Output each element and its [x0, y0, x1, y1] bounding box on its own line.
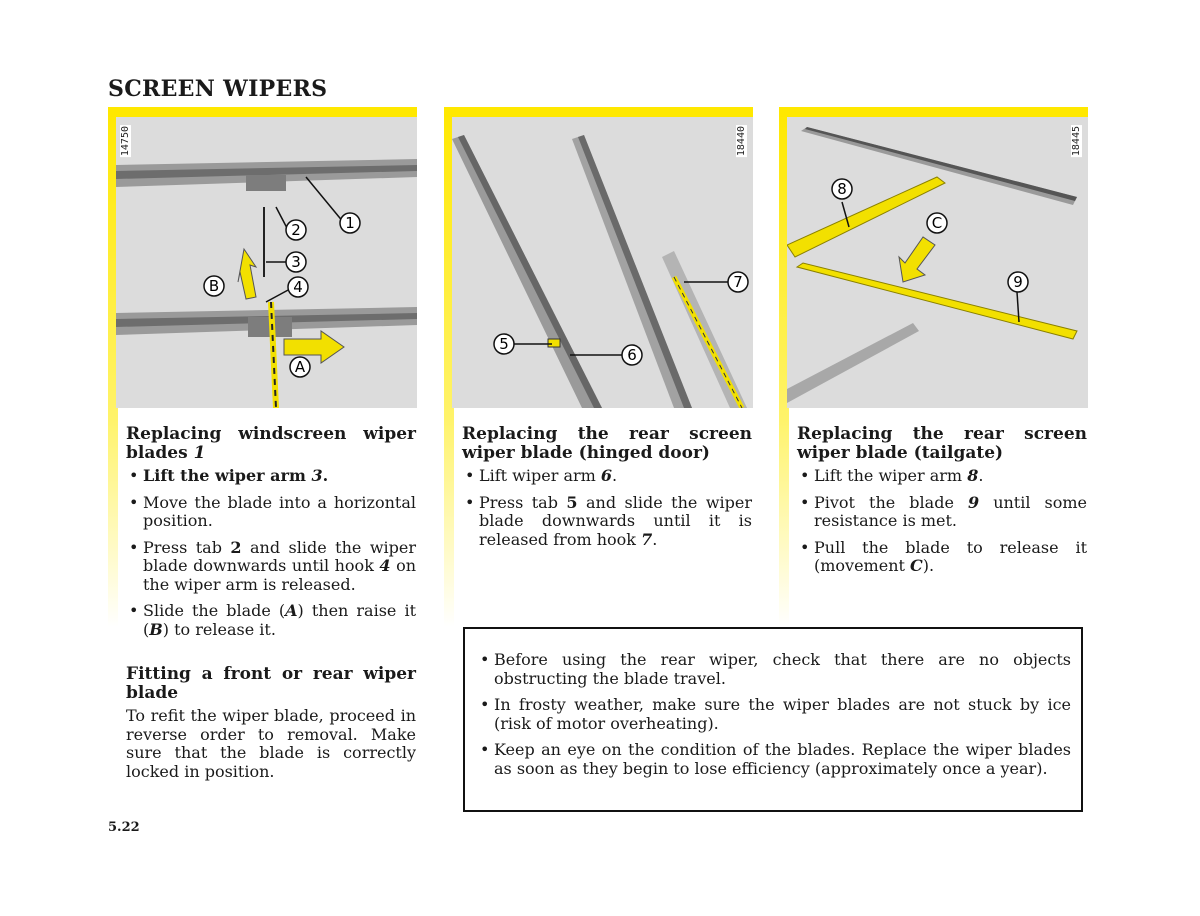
warning-note-box	[463, 627, 1083, 812]
figure-code: 18445	[1071, 126, 1082, 157]
label-8: 8	[837, 180, 847, 198]
page-number: 5.22	[108, 820, 140, 835]
page-title: SCREEN WIPERS	[108, 76, 328, 102]
label-2: 2	[291, 221, 301, 239]
label-3: 3	[291, 253, 301, 271]
fitting-paragraph: To refit the wiper blade, proceed in reverse order to removal. Make sure that the blade is correctly locked in position.	[126, 706, 416, 781]
label-4: 4	[293, 278, 303, 296]
column-text	[462, 425, 752, 557]
list-item: • Lift the wiper arm 8.	[797, 467, 1087, 486]
list-item: • Press tab 5 and slide the wiper blade downwards until it is released from hook 7.	[462, 494, 752, 550]
steps-list	[797, 467, 1087, 576]
hinged-door-wiper-illustration	[452, 117, 753, 408]
list-item: • Press tab 2 and slide the wiper blade downwards until hook 4 on the wiper arm is released.	[126, 539, 416, 595]
label-5: 5	[499, 335, 509, 353]
figure-tailgate-wiper	[787, 117, 1088, 408]
label-C: C	[931, 214, 943, 232]
note-item: • Before using the rear wiper, check that there are no objects obstructing the blade travel.	[477, 651, 1071, 688]
figure-hinged-door-wiper	[452, 117, 753, 408]
note-item: • Keep an eye on the condition of the blades. Replace the wiper blades as soon as they begin to lose efficiency (approximately once a year).	[477, 741, 1071, 778]
windscreen-wiper-illustration	[116, 117, 417, 408]
label-7: 7	[733, 273, 743, 291]
label-6: 6	[627, 346, 637, 364]
column-text	[126, 425, 416, 781]
list-item: • Lift wiper arm 6.	[462, 467, 752, 486]
label-B: B	[208, 277, 220, 295]
figure-code: 14750	[120, 126, 131, 157]
figure-code: 18440	[736, 126, 747, 157]
section-heading: Replacing windscreen wiper blades 1	[126, 424, 416, 463]
list-item: • Pull the blade to release it (movement C).	[797, 539, 1087, 576]
note-list	[477, 651, 1071, 778]
label-1: 1	[345, 214, 355, 232]
note-item: • In frosty weather, make sure the wiper blades are not stuck by ice (risk of motor overheating).	[477, 696, 1071, 733]
list-item: • Pivot the blade 9 until some resistance is met.	[797, 494, 1087, 531]
tailgate-wiper-illustration	[787, 117, 1088, 408]
yellow-band-top	[108, 107, 417, 117]
column-text	[797, 425, 1087, 584]
figure-windscreen-wiper	[116, 117, 417, 408]
list-item: • Move the blade into a horizontal position.	[126, 494, 416, 531]
section-heading: Replacing the rear screen wiper blade (hinged door)	[462, 424, 752, 463]
section-heading-fitting: Fitting a front or rear wiper blade	[126, 664, 416, 703]
steps-list	[126, 467, 416, 639]
list-item: • Lift the wiper arm 3.	[126, 467, 416, 486]
yellow-band-top	[444, 107, 753, 117]
label-9: 9	[1013, 273, 1023, 291]
list-item: • Slide the blade (A) then raise it (B) to release it.	[126, 602, 416, 639]
steps-list	[462, 467, 752, 549]
label-A: A	[294, 358, 306, 376]
yellow-band-top	[779, 107, 1088, 117]
section-heading: Replacing the rear screen wiper blade (tailgate)	[797, 424, 1087, 463]
